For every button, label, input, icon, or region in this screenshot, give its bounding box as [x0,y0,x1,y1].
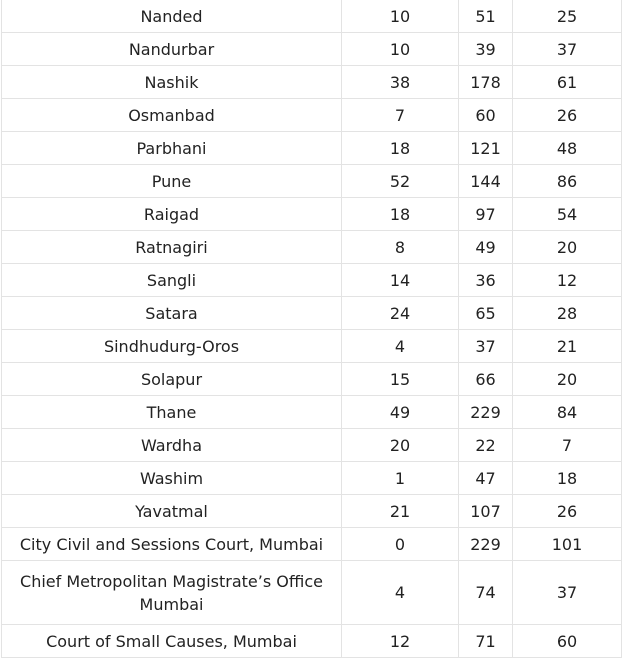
value-cell-1: 12 [342,625,459,658]
value-cell-1: 4 [342,561,459,625]
table-body [2,0,622,658]
table-row [2,165,622,198]
value-cell-1: 14 [342,264,459,297]
value-cell-2: 22 [459,429,513,462]
value-cell-2: 71 [459,625,513,658]
district-cell: Chief Metropolitan Magistrate’s Office Mumbai [2,561,342,625]
value-cell-2: 37 [459,330,513,363]
district-cell: City Civil and Sessions Court, Mumbai [2,528,342,561]
value-cell-3: 28 [513,297,622,330]
table-row [2,429,622,462]
district-cell: Wardha [2,429,342,462]
value-cell-2: 74 [459,561,513,625]
value-cell-2: 229 [459,396,513,429]
district-cell: Solapur [2,363,342,396]
value-cell-1: 20 [342,429,459,462]
value-cell-3: 37 [513,561,622,625]
value-cell-3: 25 [513,0,622,33]
value-cell-1: 24 [342,297,459,330]
value-cell-1: 1 [342,462,459,495]
value-cell-1: 18 [342,198,459,231]
table-row [2,330,622,363]
district-cell: Court of Small Causes, Mumbai [2,625,342,658]
value-cell-2: 65 [459,297,513,330]
value-cell-1: 38 [342,66,459,99]
value-cell-2: 36 [459,264,513,297]
table-row [2,0,622,33]
value-cell-2: 144 [459,165,513,198]
table-row [2,297,622,330]
value-cell-3: 37 [513,33,622,66]
table-row [2,33,622,66]
district-cell: Nashik [2,66,342,99]
district-cell: Osmanbad [2,99,342,132]
value-cell-2: 178 [459,66,513,99]
table-row [2,231,622,264]
table-row [2,528,622,561]
value-cell-3: 26 [513,99,622,132]
value-cell-1: 4 [342,330,459,363]
value-cell-3: 7 [513,429,622,462]
value-cell-3: 21 [513,330,622,363]
table-row [2,198,622,231]
value-cell-2: 39 [459,33,513,66]
value-cell-3: 26 [513,495,622,528]
district-cell: Yavatmal [2,495,342,528]
value-cell-3: 12 [513,264,622,297]
district-cell: Thane [2,396,342,429]
value-cell-1: 49 [342,396,459,429]
value-cell-1: 0 [342,528,459,561]
district-cell: Sindhudurg-Oros [2,330,342,363]
value-cell-2: 60 [459,99,513,132]
value-cell-2: 121 [459,132,513,165]
value-cell-3: 86 [513,165,622,198]
district-cell: Satara [2,297,342,330]
table-row [2,625,622,658]
court-statistics-table [1,0,622,658]
value-cell-2: 97 [459,198,513,231]
value-cell-3: 18 [513,462,622,495]
value-cell-3: 60 [513,625,622,658]
district-cell: Nandurbar [2,33,342,66]
district-cell: Washim [2,462,342,495]
value-cell-2: 229 [459,528,513,561]
value-cell-3: 54 [513,198,622,231]
value-cell-3: 48 [513,132,622,165]
district-cell: Pune [2,165,342,198]
table-row [2,264,622,297]
table-row [2,495,622,528]
value-cell-1: 15 [342,363,459,396]
value-cell-3: 84 [513,396,622,429]
value-cell-1: 10 [342,33,459,66]
value-cell-3: 20 [513,363,622,396]
table-row [2,363,622,396]
value-cell-2: 49 [459,231,513,264]
value-cell-1: 8 [342,231,459,264]
district-cell: Nanded [2,0,342,33]
value-cell-1: 18 [342,132,459,165]
value-cell-2: 47 [459,462,513,495]
table-row [2,99,622,132]
district-cell: Sangli [2,264,342,297]
table-row [2,462,622,495]
district-cell: Parbhani [2,132,342,165]
value-cell-1: 7 [342,99,459,132]
value-cell-1: 52 [342,165,459,198]
value-cell-3: 101 [513,528,622,561]
value-cell-2: 51 [459,0,513,33]
value-cell-3: 20 [513,231,622,264]
table-row [2,561,622,625]
table-row [2,396,622,429]
value-cell-2: 107 [459,495,513,528]
district-cell: Ratnagiri [2,231,342,264]
table-row [2,66,622,99]
value-cell-1: 10 [342,0,459,33]
table-row [2,132,622,165]
value-cell-3: 61 [513,66,622,99]
value-cell-2: 66 [459,363,513,396]
value-cell-1: 21 [342,495,459,528]
district-cell: Raigad [2,198,342,231]
